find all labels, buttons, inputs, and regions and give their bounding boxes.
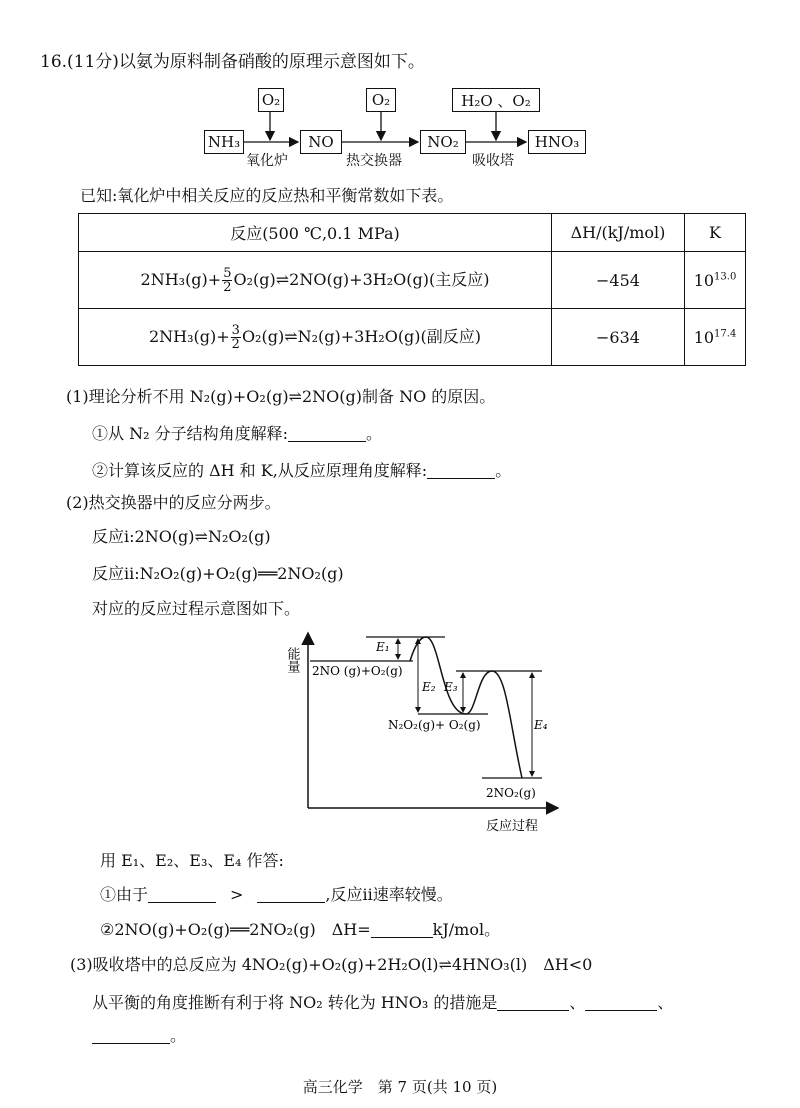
k-cell	[685, 252, 746, 309]
part1-sub2	[92, 458, 511, 481]
answer-blank[interactable]	[288, 425, 366, 442]
e2-label: E₂	[422, 680, 436, 694]
k-exponent: 13.0	[714, 271, 737, 283]
answer-blank[interactable]	[257, 886, 325, 903]
reaction-cell	[79, 252, 552, 309]
page-footer: 高三化学 第 7 页(共 10 页)	[302, 1078, 498, 1096]
k-base: 10	[693, 327, 715, 347]
h2o-o2-input-box: H₂O 、O₂	[452, 88, 540, 112]
reaction-table	[78, 213, 746, 366]
coefficient-fraction	[222, 267, 232, 294]
part3-measures-text: 从平衡的角度推断有利于将 NO₂ 转化为 HNO₃ 的措施是	[92, 993, 498, 1012]
reaction-post: O₂(g)⇌2NO(g)+3H₂O(g)(主反应)	[233, 269, 490, 289]
part2-answer1	[100, 882, 453, 905]
nh3-box: NH₃	[204, 130, 244, 154]
header-k: K	[685, 214, 746, 252]
answer-blank[interactable]	[371, 921, 433, 938]
answer-blank[interactable]	[92, 1027, 170, 1044]
k-base: 10	[693, 270, 715, 290]
part1-sub2-end: 。	[495, 461, 512, 480]
heat-exchanger-label: 热交换器	[346, 153, 402, 169]
part1-question: (1)理论分析不用 N₂(g)+O₂(g)⇌2NO(g)制备 NO 的原因。	[66, 387, 496, 406]
answer-blank[interactable]	[497, 994, 569, 1011]
part2-answer2-post: kJ/mol。	[432, 920, 501, 939]
answer-blank[interactable]	[585, 994, 657, 1011]
answer-with-instruction: 用 E₁、E₂、E₃、E₄ 作答:	[100, 851, 284, 870]
separator: 、	[569, 993, 586, 1012]
answer-blank[interactable]	[427, 462, 495, 479]
no-box: NO	[300, 130, 342, 154]
k-exponent: 17.4	[714, 328, 737, 340]
fraction-denominator: 2	[223, 279, 232, 295]
reaction-pre: 2NH₃(g)+	[148, 326, 230, 346]
part3-question: (3)吸收塔中的总反应为 4NO₂(g)+O₂(g)+2H₂O(l)⇌4HNO₃(l) ΔH<0	[70, 955, 593, 974]
e1-label: E₁	[376, 640, 390, 654]
dh-cell: −634	[552, 309, 685, 366]
part2-answer2-pre: ②2NO(g)+O₂(g)══2NO₂(g) ΔH=	[100, 920, 371, 939]
flow-arrows	[0, 0, 800, 175]
part2-question: (2)热交换器中的反应分两步。	[66, 493, 281, 512]
reaction-i: 反应ⅰ:2NO(g)⇌N₂O₂(g)	[92, 527, 271, 546]
part1-sub1-end: 。	[365, 424, 382, 443]
y-axis-label: 能量	[284, 647, 300, 673]
level-label-2no2: 2NO₂(g)	[486, 786, 536, 800]
diagram-intro: 对应的反应过程示意图如下。	[92, 599, 301, 618]
question-header: 16.(11分)以氨为原料制备硝酸的原理示意图如下。	[40, 52, 425, 72]
energy-diagram	[270, 625, 570, 840]
part3-end: 。	[170, 1026, 187, 1045]
answer-blank[interactable]	[148, 886, 216, 903]
part2-answer1-pre: ①由于	[100, 885, 149, 904]
header-reaction: 反应(500 ℃,0.1 MPa)	[79, 214, 552, 252]
table-header-row	[79, 214, 746, 252]
dh-cell: −454	[552, 252, 685, 309]
part1-sub1-text: ①从 N₂ 分子结构角度解释:	[92, 424, 288, 443]
reaction-pre: 2NH₃(g)+	[140, 269, 222, 289]
o2-input-box-1: O₂	[258, 88, 284, 112]
known-statement: 已知:氧化炉中相关反应的反应热和平衡常数如下表。	[80, 186, 454, 205]
oxidation-furnace-label: 氧化炉	[246, 153, 288, 169]
table-row	[79, 252, 746, 309]
greater-than-sign: >	[230, 885, 244, 904]
absorption-tower-label: 吸收塔	[472, 153, 514, 169]
x-axis-label: 反应过程	[486, 819, 539, 834]
separator: 、	[657, 993, 674, 1012]
k-cell	[685, 309, 746, 366]
part3-final-line	[92, 1023, 186, 1046]
reaction-post: O₂(g)⇌N₂(g)+3H₂O(g)(副反应)	[241, 326, 482, 346]
part1-sub2-text: ②计算该反应的 ΔH 和 K,从反应原理角度解释:	[92, 461, 428, 480]
reaction-ii: 反应ⅱ:N₂O₂(g)+O₂(g)══2NO₂(g)	[92, 564, 344, 583]
no2-box: NO₂	[420, 130, 466, 154]
part2-answer2	[100, 917, 500, 940]
fraction-denominator: 2	[231, 336, 240, 352]
e3-label: E₃	[444, 680, 458, 694]
reaction-path	[410, 637, 522, 778]
e4-label: E₄	[534, 718, 548, 732]
fraction-numerator: 3	[231, 322, 240, 338]
o2-input-box-2: O₂	[366, 88, 396, 112]
header-dh: ΔH/(kJ/mol)	[552, 214, 685, 252]
part3-measures	[92, 990, 673, 1013]
table-row	[79, 309, 746, 366]
part1-sub1	[92, 421, 382, 444]
reaction-cell	[79, 309, 552, 366]
level-label-2no-o2: 2NO (g)+O₂(g)	[312, 664, 403, 678]
fraction-numerator: 5	[223, 265, 232, 281]
level-label-n2o2-o2: N₂O₂(g)+ O₂(g)	[388, 718, 481, 732]
hno3-box: HNO₃	[528, 130, 586, 154]
coefficient-fraction	[231, 324, 241, 351]
part2-answer1-post: ,反应ⅱ速率较慢。	[325, 885, 453, 904]
